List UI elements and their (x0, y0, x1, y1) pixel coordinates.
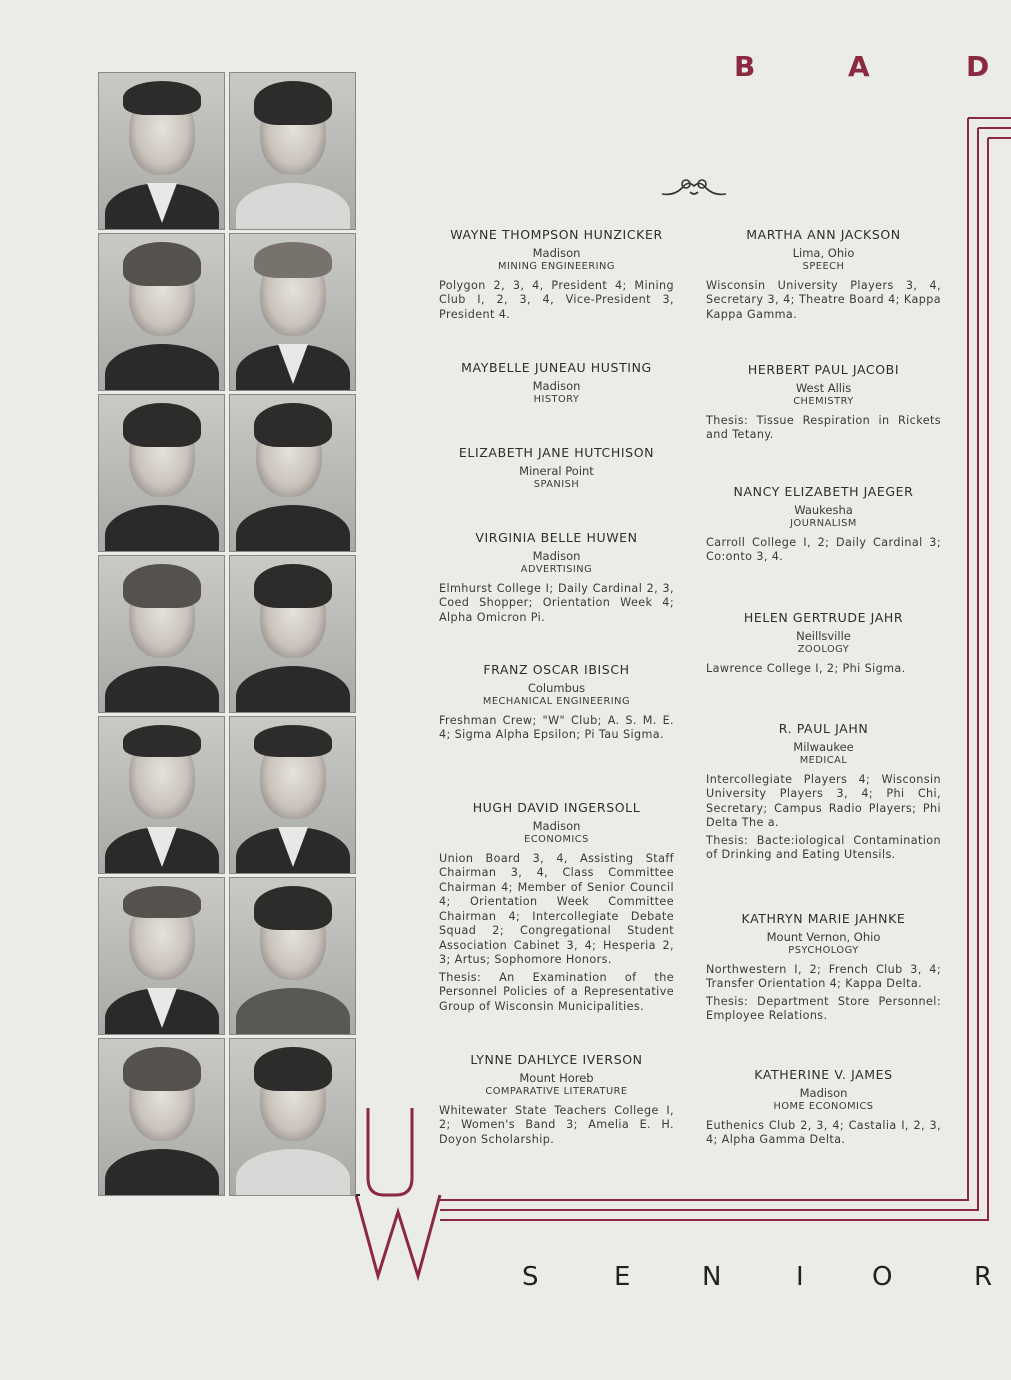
senior-activities: Polygon 2, 3, 4, President 4; Mining Club I, 2, 3, 4, Vice-President 3, President 4. (439, 278, 674, 321)
senior-thesis: Thesis: Tissue Respiration in Rickets and Tetany. (706, 413, 941, 441)
senior-major: ECONOMICS (524, 834, 589, 845)
portrait-photo (98, 72, 225, 230)
senior-major: HOME ECONOMICS (773, 1101, 874, 1112)
senior-name: VIRGINIA BELLE HUWEN (475, 530, 638, 545)
portrait-photo (229, 394, 356, 552)
senior-name: HELEN GERTRUDE JAHR (743, 610, 904, 625)
senior-entry (439, 663, 674, 746)
senior-name: MAYBELLE JUNEAU HUSTING (461, 360, 652, 375)
senior-major: SPANISH (533, 479, 580, 490)
senior-entry (706, 485, 941, 568)
senior-entry (706, 722, 941, 866)
senior-major: PSYCHOLOGY (788, 945, 859, 956)
senior-activities: Elmhurst College I; Daily Cardinal 2, 3, Coed Shopper; Orientation Week 4; Alpha Omicron Pi. (439, 581, 674, 624)
senior-entry (439, 228, 674, 325)
senior-thesis: Thesis: An Examination of the Personnel Policies of a Representative Group of Wisconsin Municipalities. (439, 970, 674, 1013)
senior-entry (439, 446, 674, 497)
footer-letter: S (522, 1262, 539, 1292)
senior-name: WAYNE THOMPSON HUNZICKER (450, 227, 663, 242)
senior-name: KATHERINE V. JAMES (754, 1067, 893, 1082)
footer-letter: I (796, 1262, 804, 1292)
portrait-photo (98, 716, 225, 874)
portrait-photo (98, 877, 225, 1035)
senior-entry (706, 228, 941, 325)
senior-name: KATHRYN MARIE JAHNKE (741, 911, 906, 926)
senior-name: HERBERT PAUL JACOBI (747, 362, 900, 377)
senior-entry (706, 912, 941, 1027)
senior-activities: Carroll College I, 2; Daily Cardinal 3; Co:onto 3, 4. (706, 535, 941, 563)
footer-letters (500, 1262, 1011, 1302)
senior-entry (706, 1068, 941, 1151)
senior-name: MARTHA ANN JACKSON (746, 227, 901, 242)
senior-entry (439, 361, 674, 412)
footer-letter: R (974, 1262, 993, 1292)
senior-entry (706, 363, 941, 446)
portrait-photo (229, 877, 356, 1035)
portrait-grid (98, 72, 356, 1194)
header-letter: D (966, 50, 990, 83)
senior-major: SPEECH (802, 261, 845, 272)
senior-town: Madison (532, 245, 581, 260)
senior-major: HISTORY (533, 394, 580, 405)
ornament-icon (660, 174, 728, 200)
senior-entry (439, 531, 674, 628)
portrait-photo (98, 555, 225, 713)
header-letter: A (848, 50, 870, 83)
senior-activities: Whitewater State Teachers College I, 2; Women's Band 3; Amelia E. H. Doyon Scholarship. (439, 1103, 674, 1146)
portrait-photo (98, 233, 225, 391)
uw-monogram (356, 1108, 440, 1276)
senior-town: Neillsville (796, 628, 851, 643)
senior-major: COMPARATIVE LITERATURE (485, 1086, 628, 1097)
senior-entry (439, 801, 674, 1017)
senior-entry (706, 611, 941, 679)
senior-town: West Allis (795, 380, 852, 395)
senior-town: Mineral Point (519, 463, 594, 478)
senior-major: MECHANICAL ENGINEERING (482, 696, 631, 707)
senior-major: MEDICAL (799, 755, 848, 766)
senior-thesis: Thesis: Bacte:iological Contamination of Drinking and Eating Utensils. (706, 833, 941, 861)
senior-thesis: Thesis: Department Store Personnel: Employee Relations. (706, 994, 941, 1022)
senior-name: R. PAUL JAHN (778, 721, 869, 736)
senior-town: Waukesha (794, 502, 853, 517)
senior-activities: Lawrence College I, 2; Phi Sigma. (706, 661, 906, 675)
footer-letter: E (614, 1262, 631, 1292)
senior-town: Lima, Ohio (792, 245, 855, 260)
footer-letter: N (702, 1262, 722, 1292)
portrait-photo (229, 716, 356, 874)
senior-name: ELIZABETH JANE HUTCHISON (458, 445, 655, 460)
senior-activities: Freshman Crew; "W" Club; A. S. M. E. 4; Sigma Alpha Epsilon; Pi Tau Sigma. (439, 713, 674, 741)
senior-activities: Northwestern I, 2; French Club 3, 4; Transfer Orientation 4; Kappa Delta. (706, 962, 941, 990)
senior-activities: Wisconsin University Players 3, 4, Secretary 3, 4; Theatre Board 4; Kappa Kappa Gamma. (706, 278, 941, 321)
senior-major: ZOOLOGY (797, 644, 850, 655)
senior-activities: Euthenics Club 2, 3, 4; Castalia I, 2, 3, 4; Alpha Gamma Delta. (706, 1118, 941, 1146)
senior-major: MINING ENGINEERING (498, 261, 615, 272)
portrait-photo (98, 394, 225, 552)
senior-entry (439, 1053, 674, 1150)
senior-town: Milwaukee (793, 739, 854, 754)
senior-name: LYNNE DAHLYCE IVERSON (470, 1052, 643, 1067)
senior-major: JOURNALISM (790, 518, 857, 529)
portrait-photo (229, 233, 356, 391)
senior-town: Madison (532, 378, 581, 393)
portrait-photo (229, 1038, 356, 1196)
senior-name: FRANZ OSCAR IBISCH (483, 662, 630, 677)
portrait-photo (98, 1038, 225, 1196)
senior-activities: Intercollegiate Players 4; Wisconsin University Players 3, 4; Phi Chi, Secretary; Campus Radio Players; Phi Delta The a. (706, 772, 941, 829)
portrait-photo (229, 555, 356, 713)
senior-name: HUGH DAVID INGERSOLL (472, 800, 641, 815)
header-letter: B (734, 50, 756, 83)
senior-town: Madison (532, 818, 581, 833)
senior-town: Columbus (527, 680, 586, 695)
senior-major: ADVERTISING (520, 564, 593, 575)
senior-town: Mount Horeb (519, 1070, 594, 1085)
senior-town: Mount Vernon, Ohio (766, 929, 881, 944)
senior-town: Madison (532, 548, 581, 563)
portrait-photo (229, 72, 356, 230)
footer-letter: O (872, 1262, 893, 1292)
senior-major: CHEMISTRY (793, 396, 854, 407)
senior-name: NANCY ELIZABETH JAEGER (733, 484, 914, 499)
senior-town: Madison (799, 1085, 848, 1100)
senior-activities: Union Board 3, 4, Assisting Staff Chairman 3, 4, Class Committee Chairman 4; Member of Senior Council 4; Orientation Week Committee Chairman 4; Intercollegiate Debate Squad 2; Congregational Student Association Cabinet 3, 4; Hesperia 2, 3; Artus; Sophomore Honors. (439, 851, 674, 966)
